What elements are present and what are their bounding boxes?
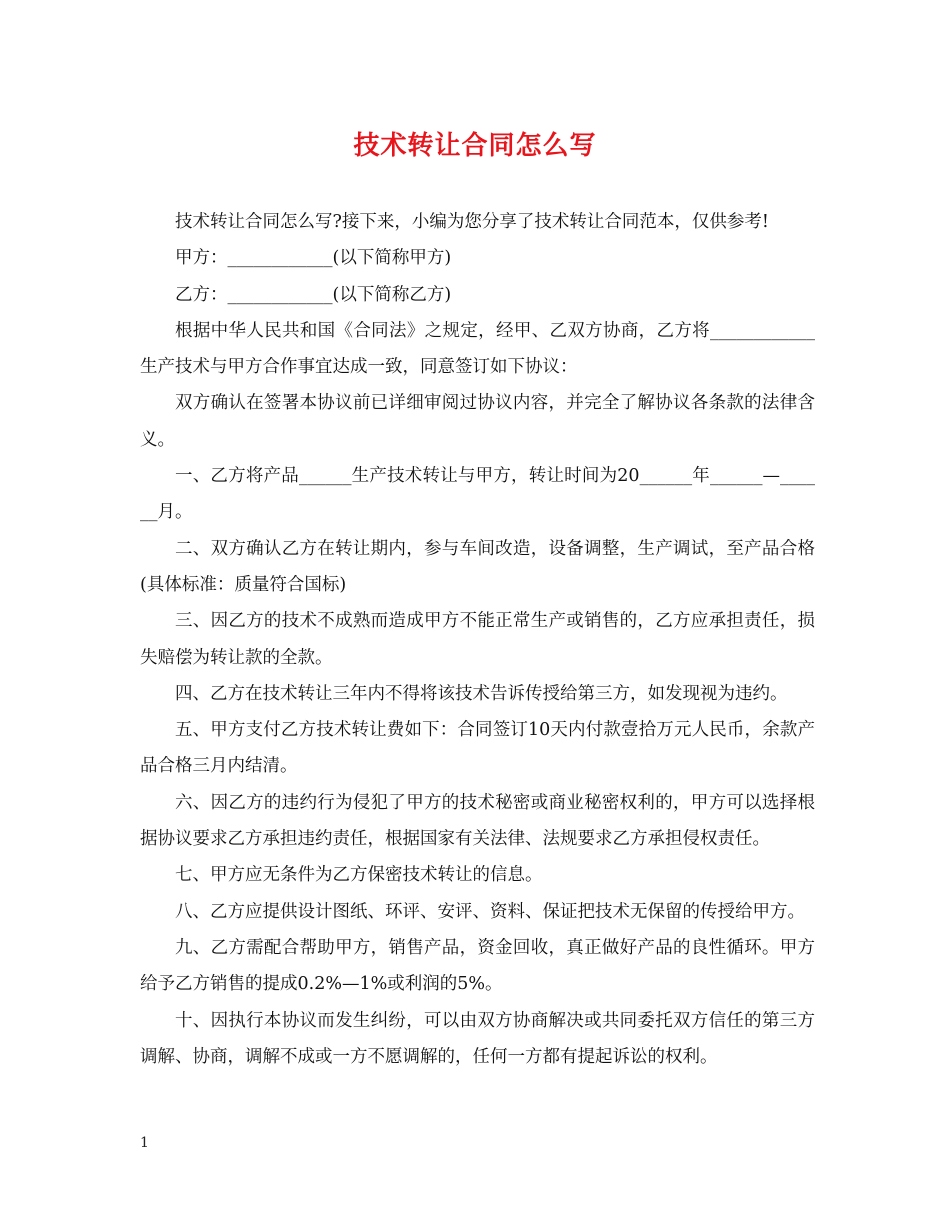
document-body (140, 204, 815, 1075)
clause-4: 四、乙方在技术转让三年内不得将该技术告诉传授给第三方，如发现视为违约。 (175, 683, 788, 704)
paragraph-intro: 技术转让合同怎么写?接下来，小编为您分享了技术转让合同范本，仅供参考! (175, 212, 769, 232)
clause-8: 八、乙方应提供设计图纸、环评、安评、资料、保证把技术无保留的传授给甲方。 (175, 901, 805, 922)
document-title: 技术转让合同怎么写 (353, 131, 597, 161)
clause-9: 九、乙方需配合帮助甲方，销售产品，资金回收，真正做好产品的良性循环。甲方给予乙方销售的提成0.2%—1%或利润的5%。 (140, 937, 815, 995)
clause-10: 十、因执行本协议而发生纠纷，可以由双方协商解决或共同委托双方信任的第三方调解、协商，调解不成或一方不愿调解的，任何一方都有提起诉讼的权利。 (140, 1010, 815, 1067)
paragraph-confirmation: 双方确认在签署本协议前已详细审阅过协议内容，并完全了解协议各条款的法律含义。 (140, 393, 815, 450)
paragraph-party-b: 乙方：____________(以下简称乙方) (175, 284, 452, 305)
clause-1: 一、乙方将产品______生产技术转让与甲方，转让时间为20______年______—______月。 (140, 466, 815, 523)
clause-7: 七、甲方应无条件为乙方保密技术转让的信息。 (175, 865, 543, 886)
paragraph-party-a: 甲方：____________(以下简称甲方) (175, 248, 452, 269)
clause-6: 六、因乙方的违约行为侵犯了甲方的技术秘密或商业秘密权利的，甲方可以选择根据协议要求乙方承担违约责任，根据国家有关法律、法规要求乙方承担侵权责任。 (140, 792, 815, 850)
clause-3: 三、因乙方的技术不成熟而造成甲方不能正常生产或销售的，乙方应承担责任，损失赔偿为转让款的全款。 (140, 611, 815, 668)
clause-5: 五、甲方支付乙方技术转让费如下：合同签订10天内付款壹拾万元人民币，余款产品合格三月内结清。 (140, 720, 815, 777)
paragraph-preamble: 根据中华人民共和国《合同法》之规定，经甲、乙双方协商，乙方将____________生产技术与甲方合作事宜达成一致，同意签订如下协议： (140, 320, 815, 378)
clause-2: 二、双方确认乙方在转让期内，参与车间改造，设备调整，生产调试，至产品合格(具体标准：质量符合国标) (140, 538, 815, 595)
page-number: 1 (140, 1135, 149, 1151)
